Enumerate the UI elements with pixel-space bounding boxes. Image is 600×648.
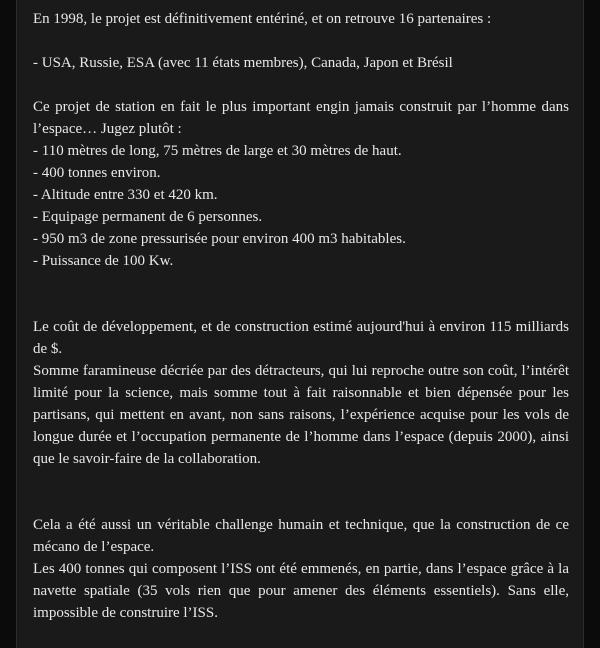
partners-intro-text: En 1998, le projet est définitivement entériné, et on retrouve 16 partenaires : <box>33 11 492 27</box>
spacer <box>33 30 569 52</box>
spacer <box>33 272 569 316</box>
spec-item: - 950 m3 de zone pressurisée pour environ 400 m3 habitables. <box>33 231 406 247</box>
spec-item: - Puissance de 100 Kw. <box>33 253 174 269</box>
spacer <box>33 74 569 96</box>
article-panel <box>16 0 584 648</box>
spec-item: - 400 tonnes environ. <box>33 165 161 181</box>
station-intro-text: Ce projet de station en fait le plus important engin jamais construit par l’homme dans l’espace… Jugez plutôt : <box>33 99 569 137</box>
spec-item: - Equipage permanent de 6 personnes. <box>33 209 263 225</box>
spec-item: - 110 mètres de long, 75 mètres de large et 30 mètres de haut. <box>33 143 402 159</box>
spec-item: - Altitude entre 330 et 420 km. <box>33 187 218 203</box>
spacer <box>33 470 569 514</box>
cost-text: Le coût de développement, et de construction estimé aujourd'hui à environ 115 milliards de $. <box>33 319 569 357</box>
shuttle-text: Les 400 tonnes qui composent l’ISS ont été emmenés, en partie, dans l’espace grâce à la navette spatiale (35 vols rien que pour amener des éléments essentiels). Sans elle, impossible de construire l’ISS. <box>33 561 569 621</box>
challenge-text: Cela a été aussi un véritable challenge humain et technique, que la construction de ce mécano de l’espace. <box>33 517 569 555</box>
partners-list-text: - USA, Russie, ESA (avec 11 états membres), Canada, Japon et Brésil <box>33 55 453 71</box>
article-content <box>33 8 569 624</box>
debate-text: Somme faramineuse décriée par des détracteurs, qui lui reproche outre son coût, l’intérêt limité pour la science, mais somme tout à fait raisonnable et bien dépensée pour les partisans, qui mettent en avant, non sans raisons, l’expérience acquise pour les vols de longue durée et l’occupation permanente de l’homme dans l’espace (depuis 2000), ainsi que le savoir-faire de la collaboration. <box>33 363 569 467</box>
